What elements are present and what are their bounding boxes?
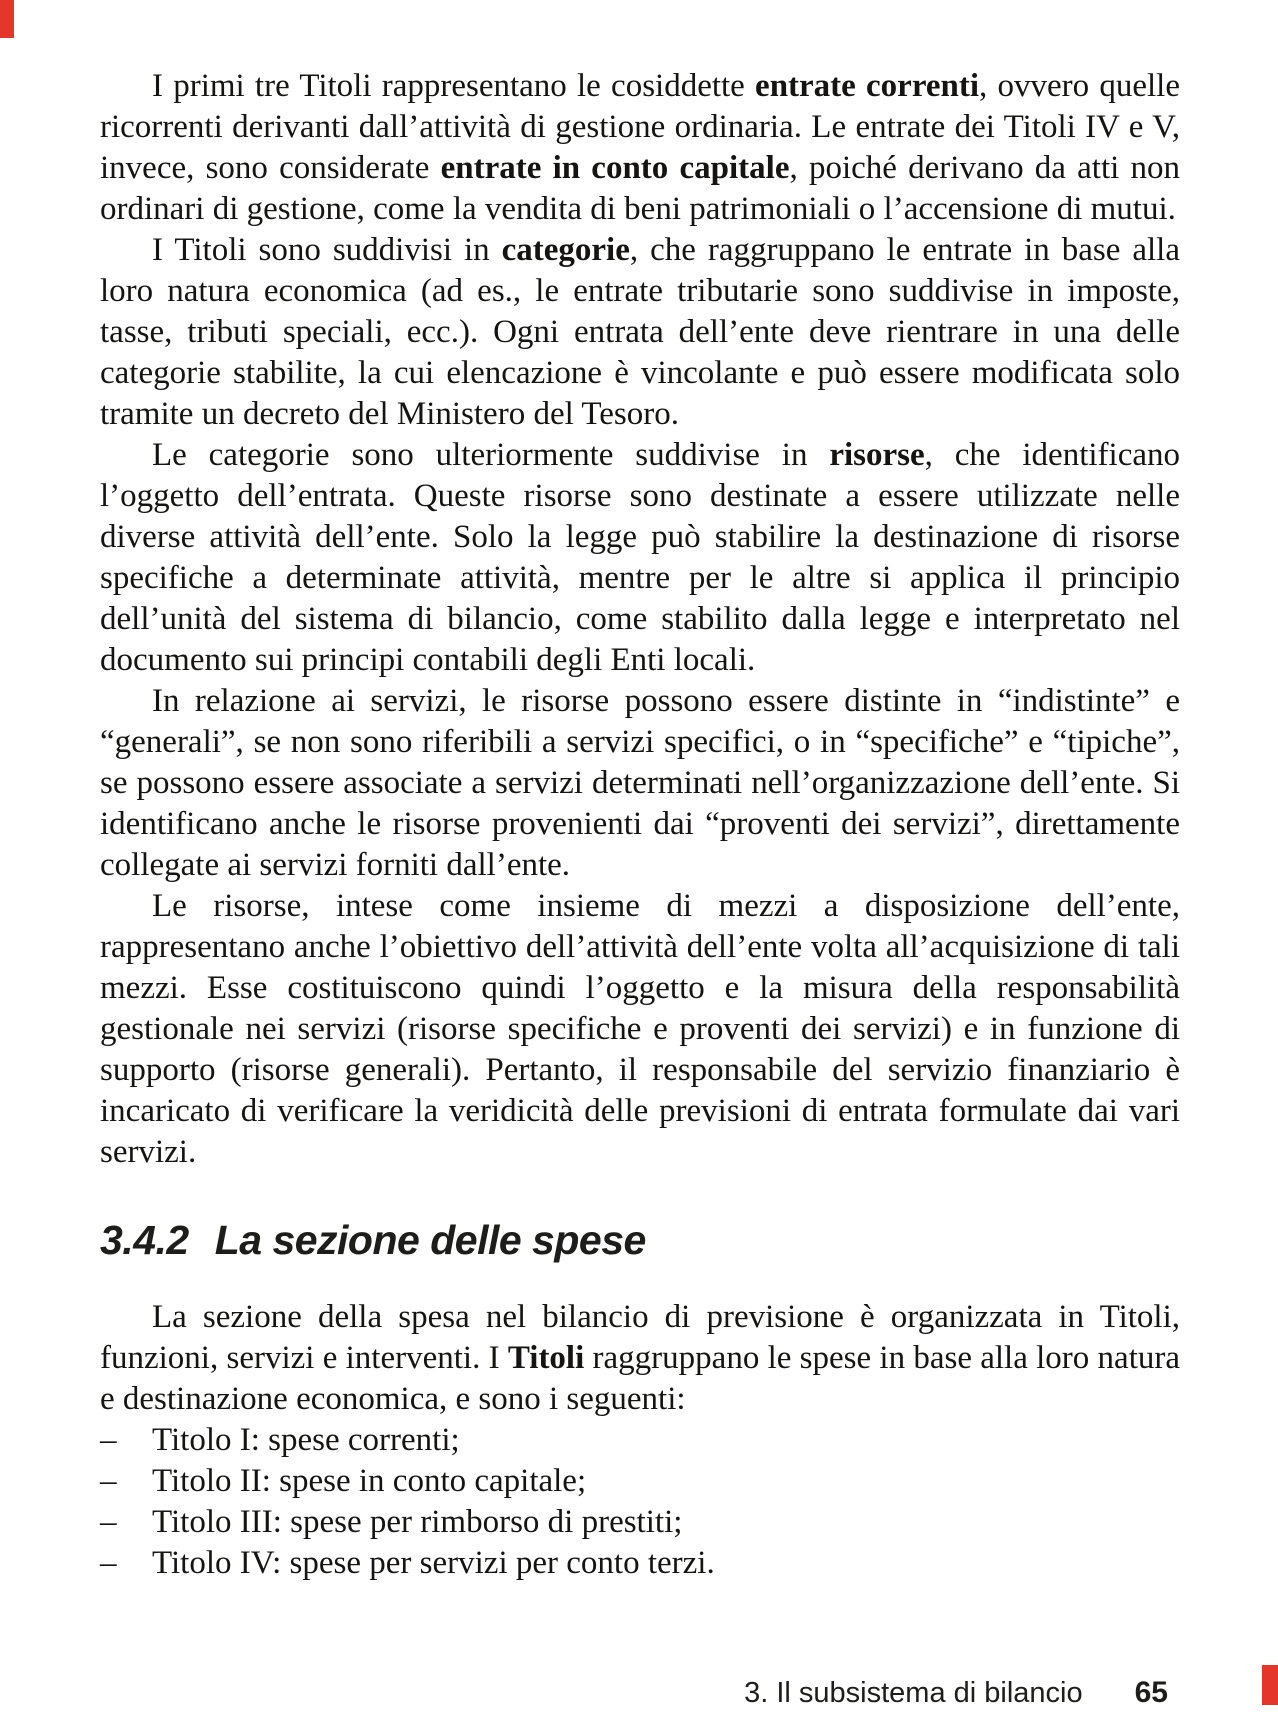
text-run: I primi tre Titoli rappresentano le cosiddette [152,68,756,104]
chapter-tab-top-left [0,0,14,38]
dash-marker: – [100,1422,117,1458]
list-item-text: Titolo I: spese correnti; [152,1422,460,1458]
footer-chapter-label: 3. Il subsistema di bilancio [744,1677,1083,1709]
paragraph [100,66,1180,230]
list-item [100,1502,1180,1543]
text-run: , poiché derivano da atti non ordinari di gestione, come la vendita di beni patrimoniali o l’accensione di mutui. [100,150,1180,227]
text-run: raggruppano le spese in base alla loro natura e destinazione economica, e sono i seguenti: [100,1340,1180,1417]
text-run: Le risorse, intese come insieme di mezzi a disposizione dell’ente, rappresentano anche l’obiettivo dell’attività dell’ente volta all’acquisizione di tali mezzi. Esse costituiscono quindi l’oggetto e la misura della responsabilità gestionale nei servizi (risorse specifiche e proventi dei servizi) e in funzione di supporto (risorse generali). Pertanto, il responsabile del servizio finanziario è incaricato di verificare la veridicità delle previsioni di entrata formulate dai vari servizi. [100,888,1180,1170]
paragraph [100,681,1180,886]
content-blocks [100,66,1180,1584]
text-run: In relazione ai servizi, le risorse possono essere distinte in “indistinte” e “generali”, se non sono riferibili a servizi specifici, o in “specifiche” e “tipiche”, se possono essere associate a servizi determinati nell’organizzazione dell’ente. Si identificano anche le risorse provenienti dai “proventi dei servizi”, direttamente collegate ai servizi forniti dall’ente. [100,683,1180,883]
bold-text-run: entrate in conto capitale [440,150,790,186]
text-run: , che raggruppano le entrate in base alla loro natura economica (ad es., le entrate tributarie sono suddivise in imposte, tasse, tributi speciali, ecc.). Ogni entrata dell’ente deve rientrare in una delle categorie stabilite, la cui elencazione è vincolante e può essere modificata solo tramite un decreto del Ministero del Tesoro. [100,232,1180,432]
list-item-text: Titolo IV: spese per servizi per conto terzi. [152,1545,715,1581]
text-run: Le categorie sono ulteriormente suddivise in [152,437,830,473]
dash-marker: – [100,1504,117,1540]
paragraph [100,1297,1180,1420]
text-run: I Titoli sono suddivisi in [152,232,502,268]
section-heading [100,1217,1180,1263]
chapter-tab-footer [1262,1665,1278,1705]
text-run: , che identificano l’oggetto dell’entrata. Queste risorse sono destinate a essere utilizzate nelle diverse attività dell’ente. Solo la legge può stabilire la destinazione di risorse specifiche a determinate attività, mentre per le altre si applica il principio dell’unità del sistema di bilancio, come stabilito dalla legge e interpretato nel documento sui principi contabili degli Enti locali. [100,437,1180,678]
paragraph [100,435,1180,681]
text-run: La sezione della spesa nel bilancio di previsione è organizzata in Titoli, funzioni, servizi e interventi. I [100,1299,1180,1376]
titoli-list [100,1420,1180,1584]
page-footer [744,1676,1168,1710]
paragraph [100,230,1180,435]
list-item [100,1420,1180,1461]
bold-text-run: entrate correnti [755,68,980,104]
bold-text-run: Titoli [507,1340,585,1376]
list-item [100,1543,1180,1584]
section-title: La sezione delle spese [214,1217,646,1263]
bold-text-run: categorie [501,232,630,268]
list-item [100,1461,1180,1502]
list-item-text: Titolo III: spese per rimborso di prestiti; [152,1504,683,1540]
footer-page-number: 65 [1134,1676,1168,1709]
bold-text-run: risorse [829,437,925,473]
section-number: 3.4.2 [100,1217,189,1263]
dash-marker: – [100,1463,117,1499]
dash-marker: – [100,1545,117,1581]
list-item-text: Titolo II: spese in conto capitale; [152,1463,587,1499]
text-run: , ovvero quelle ricorrenti derivanti dall’attività di gestione ordinaria. Le entrate dei Titoli IV e V, invece, sono considerate [100,68,1180,186]
paragraph [100,886,1180,1173]
page-body [100,66,1180,1584]
